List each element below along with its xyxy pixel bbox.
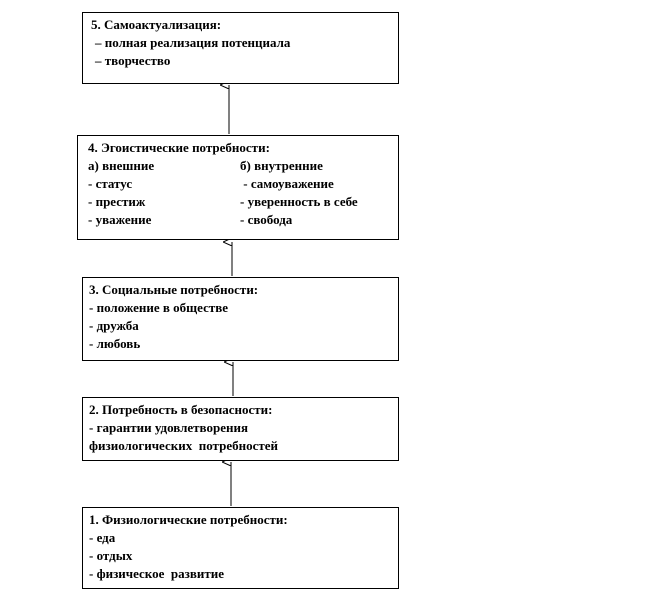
- level-5-title: 5. Самоактуализация:: [91, 17, 222, 32]
- level-4-internal-item: - уверенность в себе: [240, 194, 358, 209]
- level-3-item: - дружба: [89, 318, 139, 333]
- level-1-item: - физическое развитие: [89, 566, 225, 581]
- level-4-box: [77, 135, 399, 240]
- level-4-external-label: а) внешние: [88, 158, 155, 173]
- level-1-item: - еда: [89, 530, 116, 545]
- level-5-box: [82, 12, 399, 84]
- level-1-title: 1. Физиологические потребности:: [89, 512, 288, 527]
- level-3-box: [82, 277, 399, 361]
- level-2-box: [82, 397, 399, 461]
- level-3-title: 3. Социальные потребности:: [89, 282, 259, 297]
- level-4-internal-item: - свобода: [240, 212, 293, 227]
- level-1-item: - отдых: [89, 548, 133, 563]
- level-5-item: – творчество: [95, 53, 171, 68]
- level-4-internal-label: б) внутренние: [240, 158, 323, 173]
- level-3-item: - положение в обществе: [89, 300, 229, 315]
- level-5-item: – полная реализация потенциала: [95, 35, 291, 50]
- level-4-external-item: - престиж: [88, 194, 146, 209]
- level-4-internal-column: [240, 157, 358, 229]
- level-2-title: 2. Потребность в безопасности:: [89, 402, 273, 417]
- level-4-columns: [88, 157, 392, 229]
- level-4-title: 4. Эгоистические потребности:: [88, 140, 270, 155]
- level-2-item: - гарантии удовлетворения: [89, 420, 248, 435]
- level-2-item: физиологических потребностей: [89, 438, 278, 453]
- level-4-external-item: - статус: [88, 176, 133, 191]
- level-4-internal-item: - самоуважение: [240, 176, 334, 191]
- level-4-external-item: - уважение: [88, 212, 152, 227]
- level-4-external-column: [88, 157, 240, 229]
- level-3-item: - любовь: [89, 336, 141, 351]
- level-1-box: [82, 507, 399, 589]
